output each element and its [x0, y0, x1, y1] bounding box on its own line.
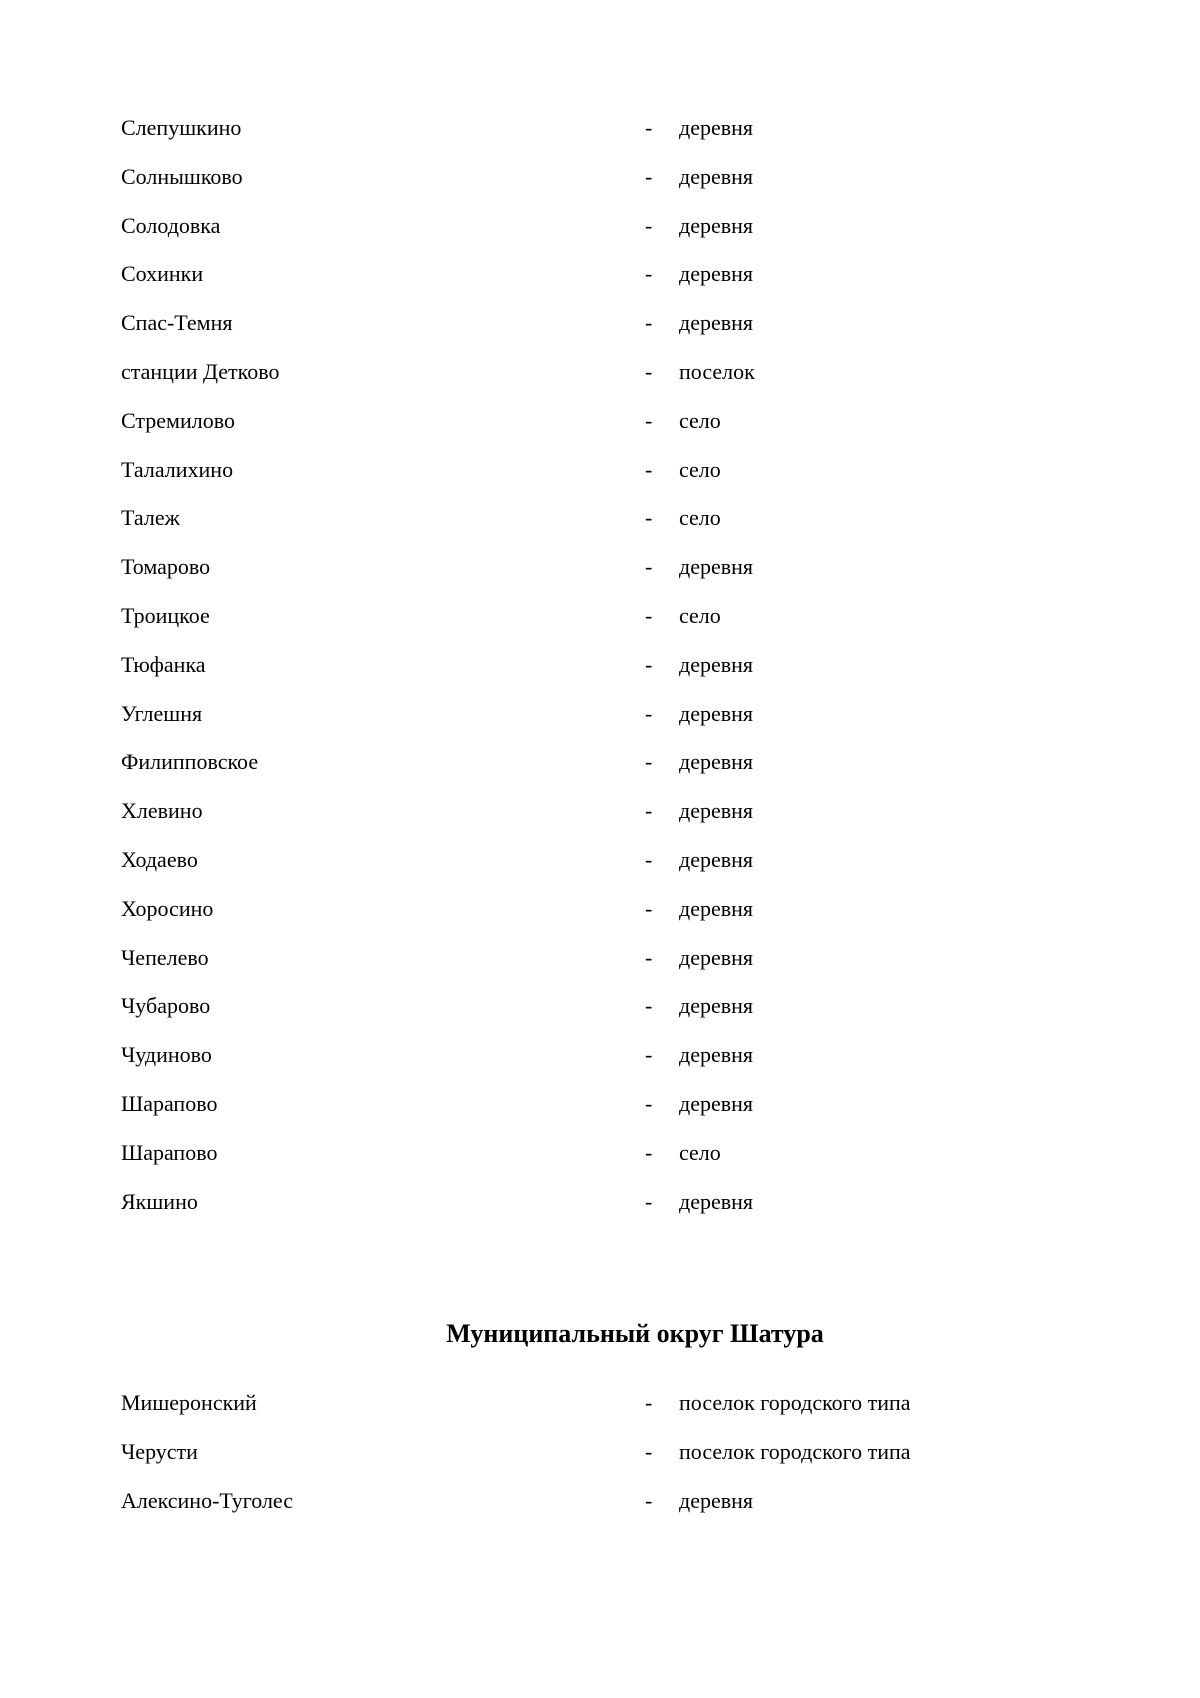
settlement-type: деревня — [679, 700, 754, 726]
list-item — [0, 359, 1200, 408]
settlement-name: Чепелево — [121, 944, 209, 970]
settlement-name: Слепушкино — [121, 115, 242, 140]
separator-dash: - — [645, 651, 653, 677]
settlement-type: деревня — [679, 163, 754, 189]
settlement-name: Хлевино — [121, 798, 203, 824]
settlement-type: деревня — [679, 1090, 754, 1116]
settlement-type: село — [679, 602, 721, 628]
list-item — [0, 701, 1200, 750]
settlement-type: село — [679, 1139, 721, 1165]
separator-dash: - — [645, 163, 653, 189]
separator-dash: - — [645, 798, 653, 824]
settlement-type: деревня — [679, 651, 754, 677]
list-item — [0, 505, 1200, 554]
list-item — [0, 213, 1200, 262]
separator-dash: - — [645, 1487, 653, 1513]
list-item — [0, 1140, 1200, 1189]
separator-dash: - — [645, 1090, 653, 1116]
separator-dash: - — [645, 407, 653, 433]
separator-dash: - — [645, 261, 653, 287]
list-item — [0, 896, 1200, 945]
settlement-name: Черусти — [121, 1438, 198, 1464]
settlement-type: поселок городского типа — [679, 1438, 911, 1464]
separator-dash: - — [645, 1042, 653, 1068]
settlement-name: Алексино-Туголес — [121, 1487, 293, 1513]
separator-dash: - — [645, 1390, 653, 1415]
settlement-type: деревня — [679, 993, 754, 1019]
settlement-type: деревня — [679, 261, 754, 287]
settlement-type: деревня — [679, 1487, 754, 1513]
settlement-name: Якшино — [121, 1188, 198, 1214]
settlement-name: Стремилово — [121, 407, 235, 433]
settlement-type: деревня — [679, 895, 754, 921]
separator-dash: - — [645, 944, 653, 970]
settlement-name: Чудиново — [121, 1042, 212, 1068]
separator-dash: - — [645, 212, 653, 238]
list-item — [0, 603, 1200, 652]
separator-dash: - — [645, 749, 653, 775]
separator-dash: - — [645, 115, 653, 140]
list-item — [0, 310, 1200, 359]
separator-dash: - — [645, 846, 653, 872]
settlement-type: деревня — [679, 749, 754, 775]
settlement-name: Шарапово — [121, 1090, 218, 1116]
settlement-type: деревня — [679, 944, 754, 970]
separator-dash: - — [645, 602, 653, 628]
separator-dash: - — [645, 1438, 653, 1464]
settlement-name: Мишеронский — [121, 1390, 257, 1415]
settlement-type: деревня — [679, 115, 754, 140]
list-item — [0, 1042, 1200, 1091]
settlement-name: станции Детково — [121, 358, 280, 384]
settlement-list-top — [0, 115, 1200, 1237]
settlement-name: Шарапово — [121, 1139, 218, 1165]
list-item — [0, 1390, 1200, 1439]
list-item — [0, 993, 1200, 1042]
settlement-name: Троицкое — [121, 602, 210, 628]
list-item — [0, 1488, 1200, 1537]
settlement-type: деревня — [679, 846, 754, 872]
settlement-type: деревня — [679, 798, 754, 824]
list-item — [0, 652, 1200, 701]
settlement-type: поселок — [679, 358, 755, 384]
settlement-name: Хоросино — [121, 895, 214, 921]
settlement-type: деревня — [679, 212, 754, 238]
settlement-name: Талеж — [121, 505, 180, 531]
settlement-name: Солнышково — [121, 163, 243, 189]
settlement-type: деревня — [679, 310, 754, 336]
list-item — [0, 749, 1200, 798]
settlement-type: поселок городского типа — [679, 1390, 911, 1415]
list-item — [0, 554, 1200, 603]
settlement-type: деревня — [679, 1188, 754, 1214]
settlement-name: Сохинки — [121, 261, 204, 287]
separator-dash: - — [645, 993, 653, 1019]
list-item — [0, 798, 1200, 847]
list-item — [0, 164, 1200, 213]
list-item — [0, 457, 1200, 506]
settlement-list-shatura — [0, 1390, 1200, 1536]
settlement-name: Тюфанка — [121, 651, 206, 677]
settlement-type: село — [679, 407, 721, 433]
settlement-name: Солодовка — [121, 212, 221, 238]
settlement-type: село — [679, 505, 721, 531]
list-item — [0, 408, 1200, 457]
list-item — [0, 1091, 1200, 1140]
settlement-name: Чубарово — [121, 993, 211, 1019]
list-item — [0, 261, 1200, 310]
settlement-name: Филипповское — [121, 749, 259, 775]
separator-dash: - — [645, 700, 653, 726]
section-title: Муниципальный округ Шатура — [446, 1319, 824, 1348]
separator-dash: - — [645, 895, 653, 921]
list-item — [0, 847, 1200, 896]
settlement-name: Спас-Темня — [121, 310, 233, 336]
list-item — [0, 945, 1200, 994]
list-item — [0, 115, 1200, 164]
separator-dash: - — [645, 505, 653, 531]
separator-dash: - — [645, 1139, 653, 1165]
settlement-name: Ходаево — [121, 846, 198, 872]
separator-dash: - — [645, 310, 653, 336]
separator-dash: - — [645, 554, 653, 580]
list-item — [0, 1189, 1200, 1238]
settlement-name: Углешня — [121, 700, 203, 726]
settlement-type: село — [679, 456, 721, 482]
settlement-type: деревня — [679, 1042, 754, 1068]
settlement-type: деревня — [679, 554, 754, 580]
settlement-name: Талалихино — [121, 456, 234, 482]
separator-dash: - — [645, 456, 653, 482]
settlement-name: Томарово — [121, 554, 211, 580]
separator-dash: - — [645, 1188, 653, 1214]
list-item — [0, 1439, 1200, 1488]
separator-dash: - — [645, 358, 653, 384]
